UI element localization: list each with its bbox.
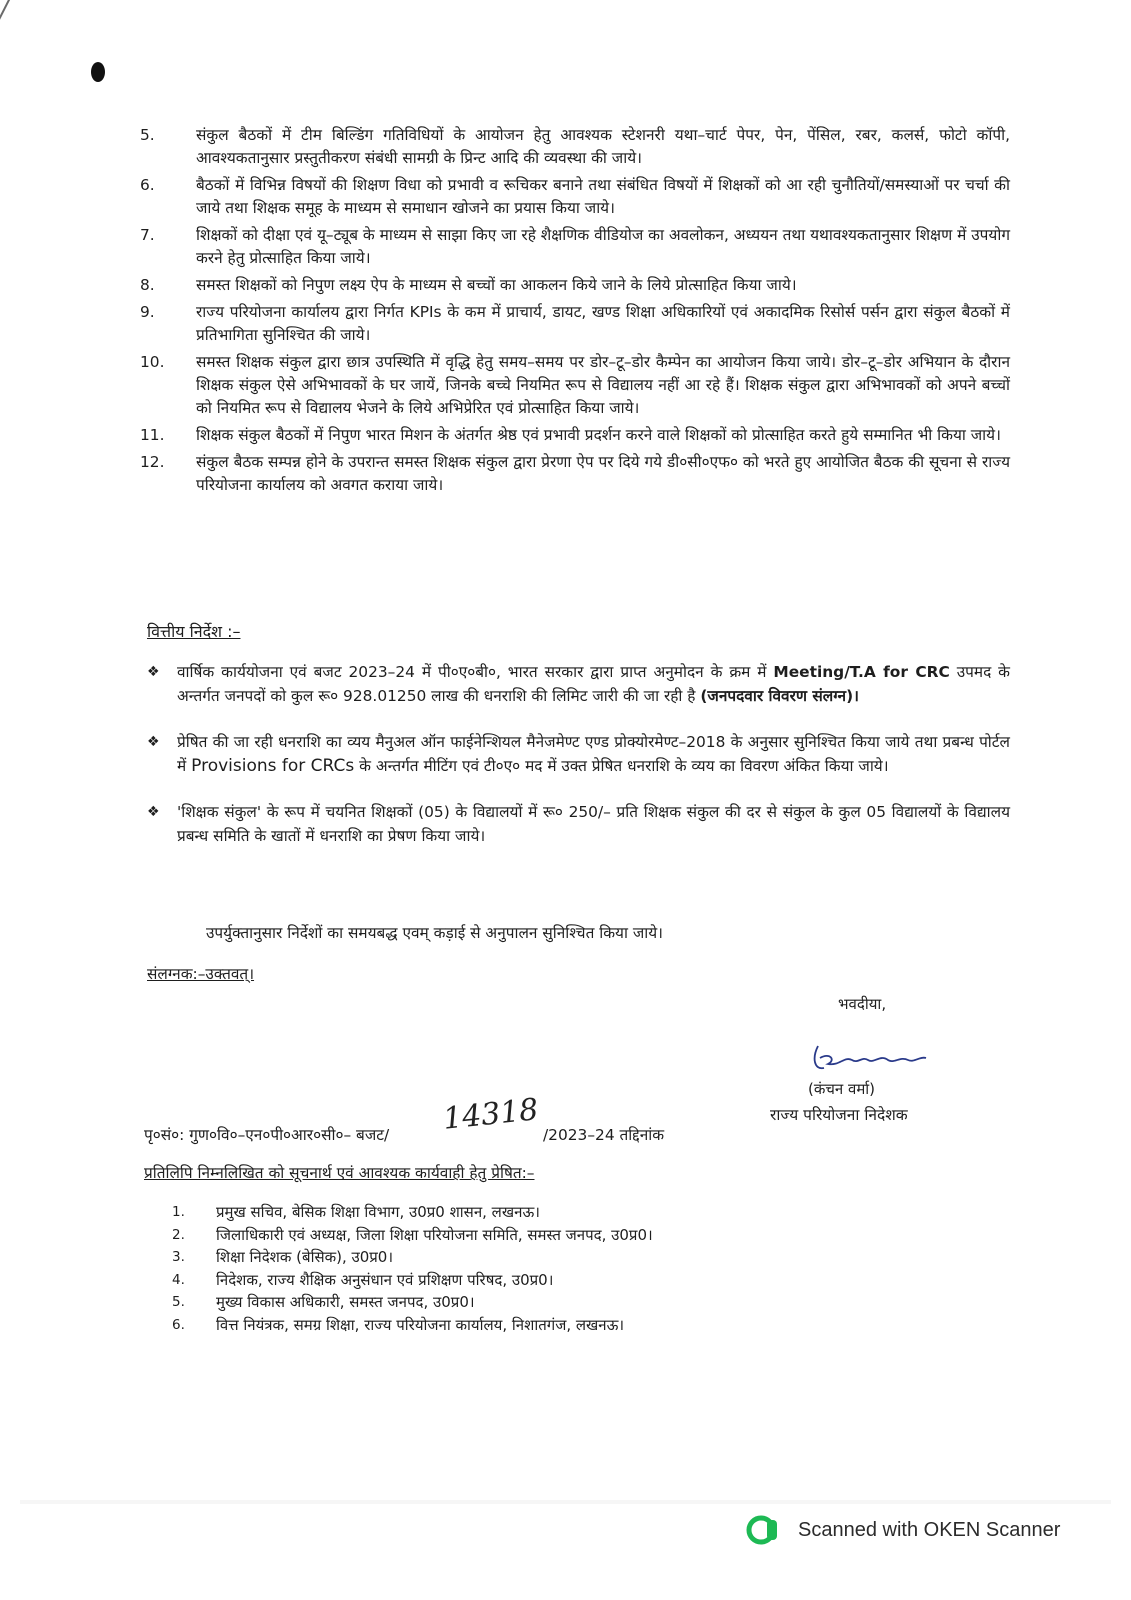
- scan-edge-line: [0, 0, 20, 186]
- point-number: 9.: [140, 303, 155, 321]
- point-item: [140, 424, 1010, 447]
- copy-to-item: [172, 1314, 872, 1337]
- reference-prefix: पृ०सं०: गुण०वि०–एन०पी०आर०सी०– बजट/: [144, 1126, 390, 1144]
- point-item: [140, 224, 1010, 270]
- point-item: [140, 301, 1010, 347]
- diamond-bullet-icon: ❖: [147, 804, 160, 820]
- bullet-text: उपमद के अन्तर्गत जनपदों को कुल रू० 928.01250 लाख की धनराशि की लिमिट जारी की जा रही है: [177, 663, 1010, 705]
- point-item: [140, 174, 1010, 220]
- point-number: 5.: [140, 126, 155, 144]
- point-item: [140, 451, 1010, 497]
- point-text: शिक्षकों को दीक्षा एवं यू–ट्यूब के माध्यम से साझा किए जा रहे शैक्षणिक वीडियोज का अवलोकन, अध्ययन तथा यथावश्यकतानुसार शिक्षण में उपयोग करने हेतु प्रोत्साहित किया जाये।: [196, 226, 1010, 267]
- bullet-bold-text: (जनपदवार विवरण संलग्न)।: [700, 687, 859, 705]
- copy-text: शिक्षा निदेशक (बेसिक), उ0प्र0।: [216, 1248, 394, 1267]
- punch-hole-mark: [91, 62, 105, 82]
- copy-to-list: [172, 1201, 872, 1337]
- financial-instructions-heading: वित्तीय निर्देश :–: [147, 622, 241, 641]
- bullet-english-text: Provisions for CRCs: [191, 756, 355, 776]
- bullet-text: 'शिक्षक संकुल' के रूप में चयनित शिक्षकों (05) के विद्यालयों में रू० 250/– प्रति शिक्षक संकुल की दर से संकुल के कुल 05 विद्यालयों के विद्यालय प्रबन्ध समिति के खातों में धनराशि का प्रेषण किया जाये।: [177, 803, 1010, 845]
- copy-number: 2.: [172, 1226, 185, 1243]
- point-number: 8.: [140, 276, 155, 294]
- financial-bullet: [147, 730, 1010, 778]
- point-number: 10.: [140, 353, 165, 371]
- copy-text: मुख्य विकास अधिकारी, समस्त जनपद, उ0प्र0।: [216, 1293, 475, 1312]
- copy-text: प्रमुख सचिव, बेसिक शिक्षा विभाग, उ0प्र0 शासन, लखनऊ।: [216, 1203, 540, 1221]
- financial-bullet: [147, 660, 1010, 708]
- point-number: 7.: [140, 226, 155, 244]
- scanner-watermark-text: Scanned with OKEN Scanner: [798, 1518, 1061, 1541]
- point-number: 6.: [140, 176, 155, 194]
- scanner-watermark: [746, 1515, 1060, 1545]
- copy-text: निदेशक, राज्य शैक्षिक अनुसंधान एवं प्रशिक्षण परिषद, उ0प्र0।: [216, 1270, 554, 1289]
- copy-number: 1.: [172, 1204, 185, 1220]
- point-text: संकुल बैठक सम्पन्न होने के उपरान्त समस्त शिक्षक संकुल द्वारा प्रेरणा ऐप पर दिये गये डी०सी०एफ० को भरते हुए आयोजित बैठक की सूचना से राज्य परियोजना कार्यालय को अवगत कराया जाये।: [196, 453, 1010, 494]
- copy-text: जिलाधिकारी एवं अध्यक्ष, जिला शिक्षा परियोजना समिति, समस्त जनपद, उ0प्र0।: [216, 1225, 653, 1244]
- bullet-text: वार्षिक कार्ययोजना एवं बजट 2023–24 में पी०ए०बी०, भारत सरकार द्वारा प्राप्त अनुमोदन के क्रम में: [177, 663, 767, 681]
- greeting: भवदीया,: [838, 995, 887, 1013]
- diamond-bullet-icon: ❖: [147, 664, 160, 680]
- point-number: 11.: [140, 426, 165, 444]
- point-text: शिक्षक संकुल बैठकों में निपुण भारत मिशन के अंतर्गत श्रेष्ठ एवं प्रभावी प्रदर्शन करने वाले शिक्षकों को प्रोत्साहित करते हुये सम्मानित भी किया जाये।: [196, 426, 1001, 444]
- copy-to-item: [172, 1224, 872, 1247]
- point-number: 12.: [140, 453, 165, 471]
- signatory-name: (कंचन वर्मा): [808, 1080, 876, 1098]
- copy-text: वित्त नियंत्रक, समग्र शिक्षा, राज्य परियोजना कार्यालय, निशातगंज, लखनऊ।: [216, 1315, 625, 1334]
- point-item: [140, 124, 1010, 170]
- diamond-bullet-icon: ❖: [147, 734, 160, 750]
- handwritten-signature: [810, 1038, 950, 1078]
- financial-bullets: [147, 660, 1010, 870]
- copy-number: 3.: [172, 1249, 185, 1266]
- signatory-designation: राज्य परियोजना निदेशक: [770, 1106, 908, 1124]
- scan-footer-divider: [20, 1500, 1111, 1504]
- point-text: बैठकों में विभिन्न विषयों की शिक्षण विधा को प्रभावी व रूचिकर बनाने तथा संबंधित विषयों में शिक्षकों को आ रही चुनौतियों/समस्याओं पर चर्चा की जाये तथा शिक्षक समूह के माध्यम से समाधान खोजने का प्रयास किया जाये।: [196, 176, 1010, 217]
- bullet-text: के अन्तर्गत मीटिंग एवं टी०ए० मद में उक्त प्रेषित धनराशि के व्यय का विवरण अंकित किया जाये।: [359, 757, 889, 775]
- copy-to-item: [172, 1201, 872, 1224]
- point-text: संकुल बैठकों में टीम बिल्डिंग गतिविधियों के आयोजन हेतु आवश्यक स्टेशनरी यथा–चार्ट पेपर, पेन, पेंसिल, रबर, कलर्स, फोटो कॉपी, आवश्यकतानुसार प्रस्तुतीकरण संबंधी सामग्री के प्रिन्ट आदि की व्यवस्था की जाये।: [196, 126, 1010, 167]
- copy-number: 5.: [172, 1294, 185, 1311]
- enclosure-note: संलग्नक:–उक्तवत्।: [147, 965, 255, 983]
- point-text: समस्त शिक्षक संकुल द्वारा छात्र उपस्थिति में वृद्धि हेतु समय–समय पर डोर–टू–डोर कैम्पेन का आयोजन किया जाये। डोर–टू–डोर अभियान के दौरान शिक्षक संकुल ऐसे अभिभावकों के घर जायें, जिनके बच्चे नियमित रूप से विद्यालय नहीं आ रहे हैं। शिक्षक संकुल द्वारा अभिभावकों को अपने बच्चों को नियमित रूप से विद्यालय भेजने के लिये अभिप्रेरित एवं प्रोत्साहित किया जाये।: [196, 353, 1010, 417]
- copy-number: 6.: [172, 1316, 185, 1333]
- point-item: [140, 351, 1010, 420]
- point-text: समस्त शिक्षकों को निपुण लक्ष्य ऐप के माध्यम से बच्चों का आकलन किये जाने के लिये प्रोत्साहित किया जाये।: [196, 276, 797, 294]
- copy-to-item: [172, 1291, 872, 1314]
- financial-bullet: [147, 800, 1010, 848]
- bullet-text: प्रेषित की जा रही धनराशि का व्यय मैनुअल ऑन फाईनेन्शियल मैनेजमेण्ट एण्ड प्रोक्योरमेण्ट–2018 के अनुसार सुनिश्चित किया जाये तथा प्रबन्ध पोर्टल में: [177, 733, 1010, 775]
- copy-number: 4.: [172, 1271, 185, 1288]
- copy-to-item: [172, 1269, 872, 1292]
- bullet-bold-text: Meeting/T.A for CRC: [773, 663, 950, 681]
- closing-instruction: उपर्युक्तानुसार निर्देशों का समयबद्ध एवम् कड़ाई से अनुपालन सुनिश्चित किया जाये।: [206, 924, 664, 942]
- instruction-points-list: [140, 124, 1010, 501]
- reference-number-handwritten: 14318: [441, 1092, 541, 1137]
- point-item: [140, 274, 1010, 297]
- copy-to-item: [172, 1246, 872, 1269]
- copy-to-heading: प्रतिलिपि निम्नलिखित को सूचनार्थ एवं आवश्यक कार्यवाही हेतु प्रेषित:–: [144, 1164, 535, 1182]
- reference-suffix: /2023–24 तद्दिनांक: [543, 1126, 665, 1144]
- point-text: राज्य परियोजना कार्यालय द्वारा निर्गत KPIs के कम में प्राचार्य, डायट, खण्ड शिक्षा अधिकारियों एवं अकादमिक रिसोर्स पर्सन द्वारा संकुल बैठकों में प्रतिभागिता सुनिश्चित की जाये।: [196, 303, 1010, 344]
- oken-scanner-logo-icon: [746, 1515, 786, 1545]
